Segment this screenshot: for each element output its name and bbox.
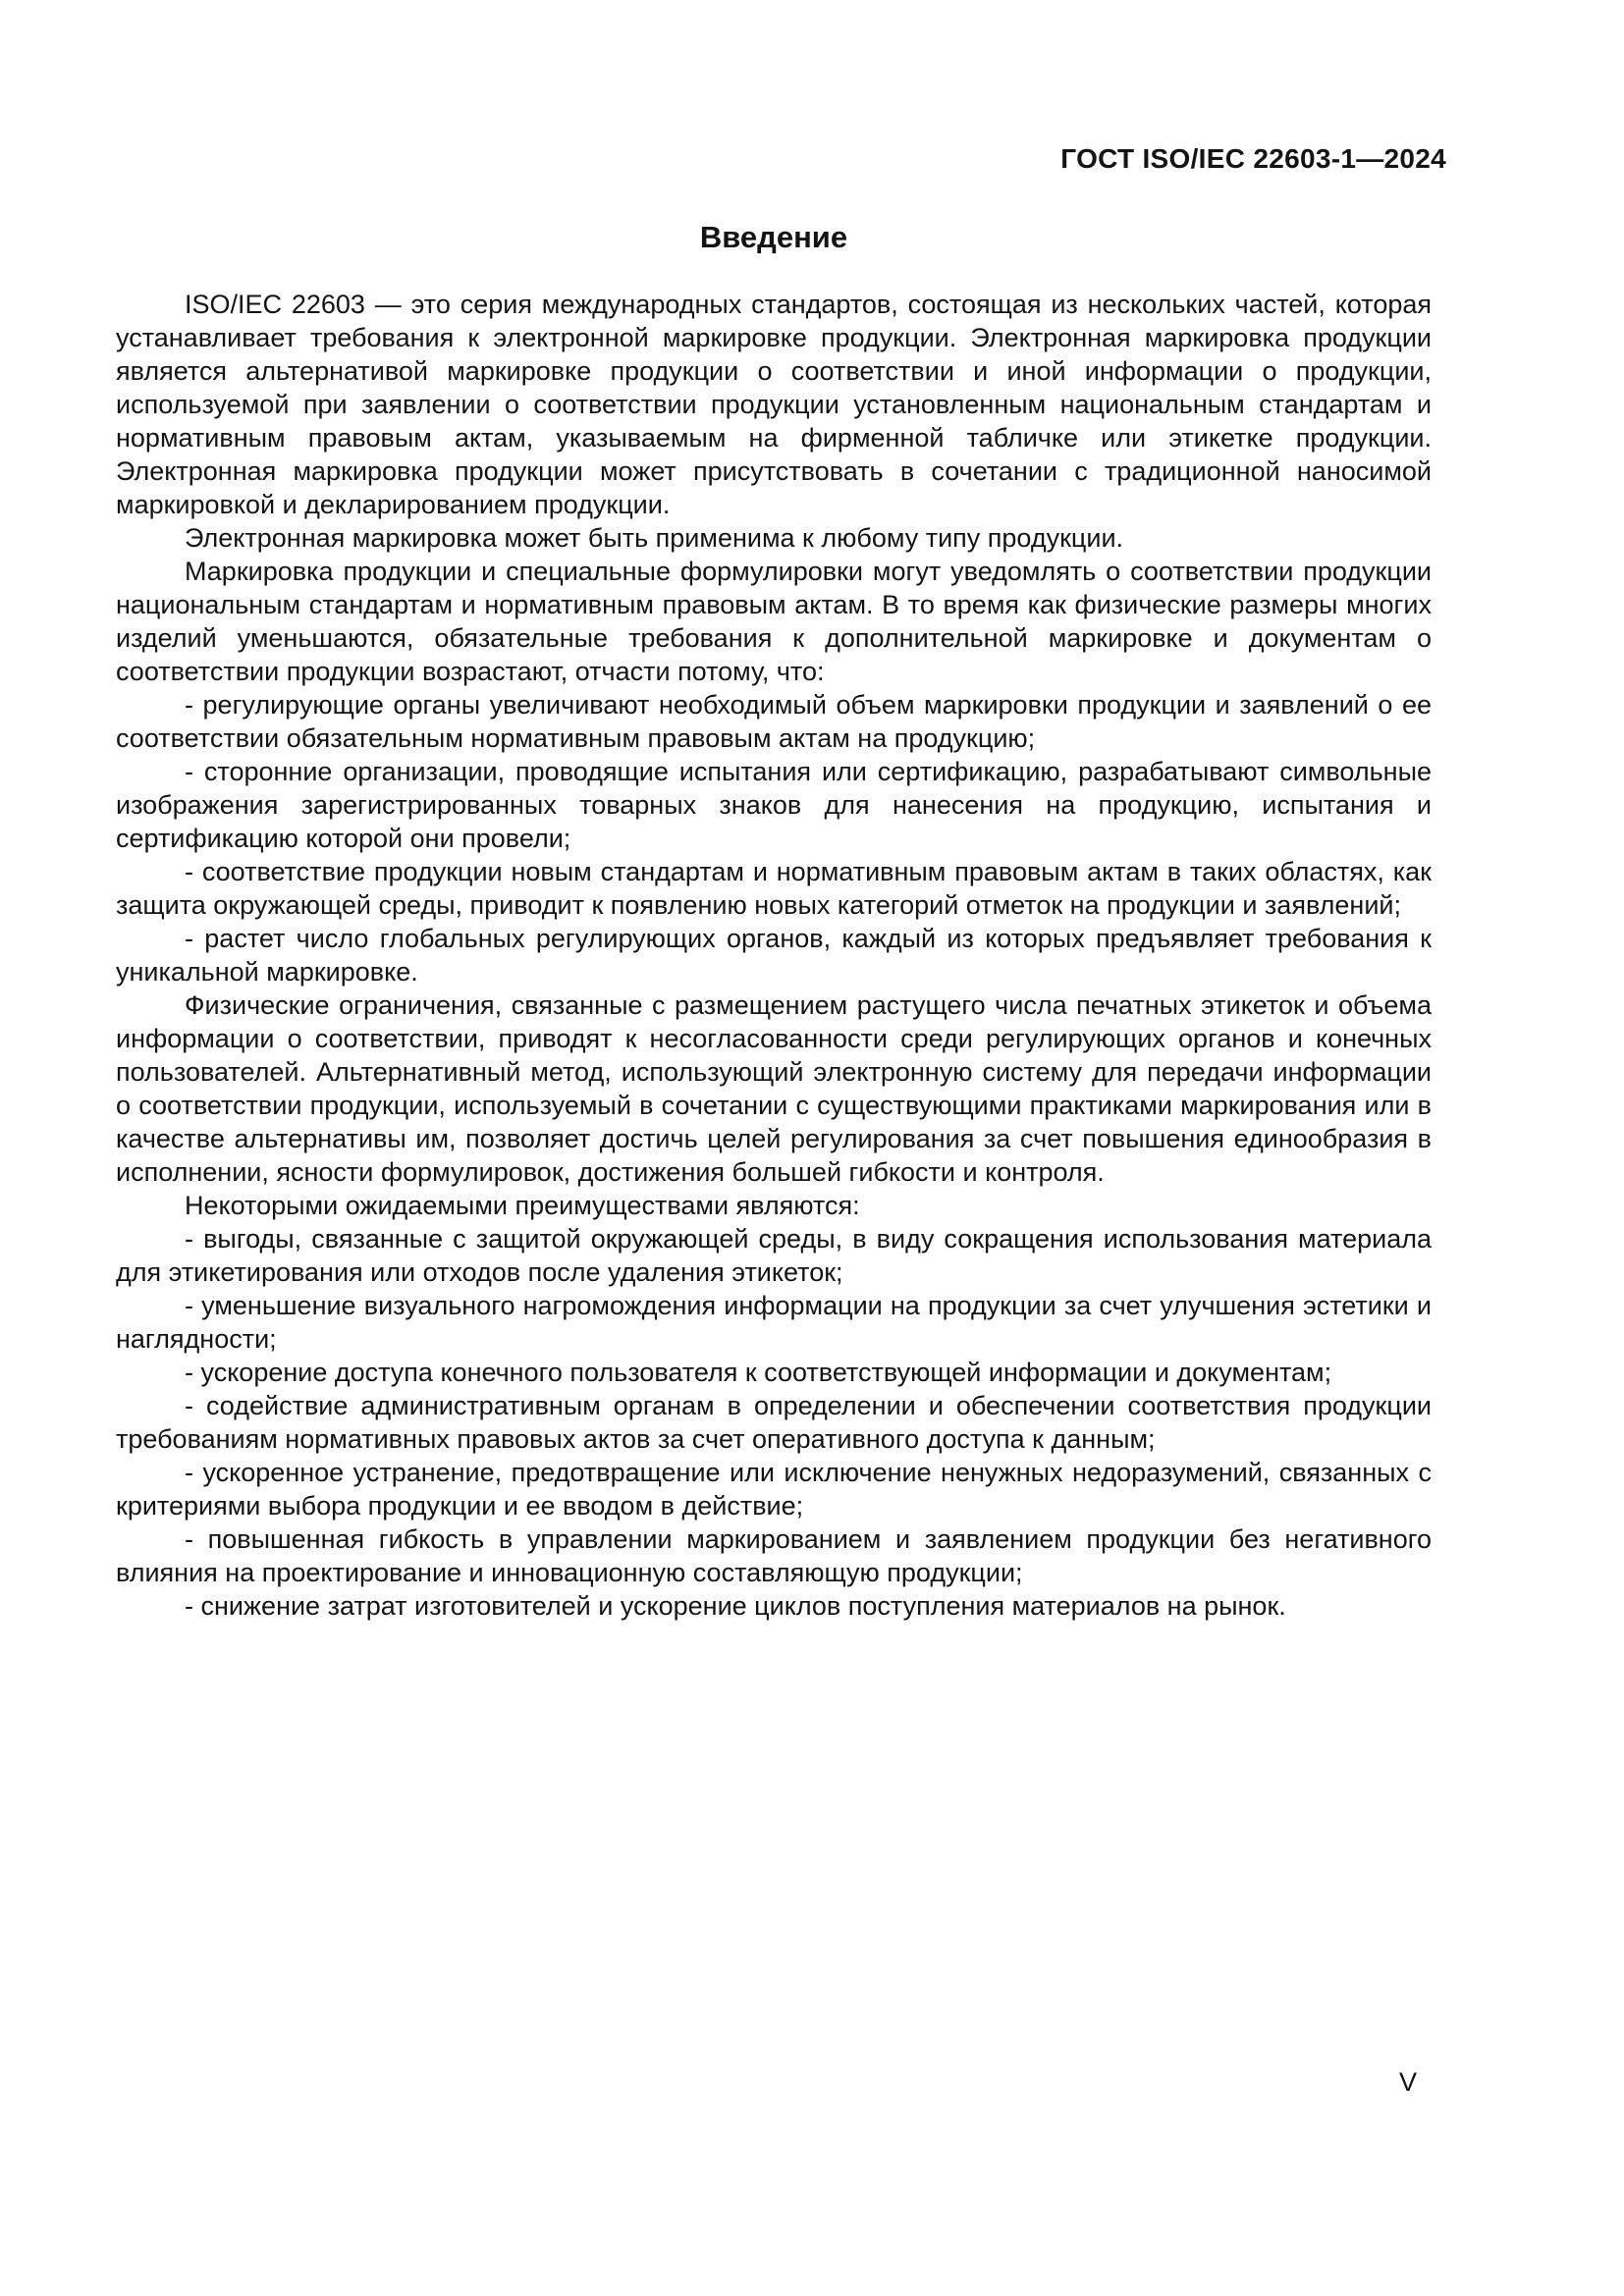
- document-designation: ГОСТ ISO/IEC 22603-1—2024: [1060, 143, 1446, 174]
- introduction-body: [116, 288, 1432, 1623]
- paragraph: ISO/IEC 22603 — это серия международных стандартов, состоящая из нескольких частей, которая устанавливает требования к электронной маркировке продукции. Электронная маркировка продукции является альтернативой маркировке продукции о соответствии и иной информации о продукции, используемой при заявлении о соответствии продукции установленным национальным стандартам и нормативным правовым актам, указываемым на фирменной табличке или этикетке продукции. Электронная маркировка продукции может присутствовать в сочетании с традиционной наносимой маркировкой и декларированием продукции.: [116, 290, 1432, 519]
- list-item: - повышенная гибкость в управлении маркированием и заявлением продукции без негативного влияния на проектирование и инновационную составляющую продукции;: [116, 1524, 1432, 1587]
- list-item: - снижение затрат изготовителей и ускорение циклов поступления материалов на рынок.: [185, 1591, 1286, 1621]
- paragraph: Физические ограничения, связанные с размещением растущего числа печатных этикеток и объема информации о соответствии, приводят к несогласованности среди регулирующих органов и конечных пользователей. Альтернативный метод, использующий электронную систему для передачи информации о соответствии продукции, используемый в сочетании с существующими практиками маркирования или в качестве альтернативы им, позволяет достичь целей регулирования за счет повышения единообразия в исполнении, ясности формулировок, достижения большей гибкости и контроля.: [116, 990, 1432, 1187]
- paragraph: Некоторыми ожидаемыми преимуществами являются:: [185, 1191, 860, 1220]
- page-number: V: [1398, 2067, 1417, 2097]
- list-item: - сторонние организации, проводящие испытания или сертификацию, разрабатывают символьные изображения зарегистрированных товарных знаков для нанесения на продукцию, испытания и сертификацию которой они провели;: [116, 757, 1432, 853]
- list-item: - содействие административным органам в определении и обеспечении соответствия продукции требованиям нормативных правовых актов за счет оперативного доступа к данным;: [116, 1391, 1432, 1454]
- section-title: Введение: [699, 220, 848, 254]
- list-item: - регулирующие органы увеличивают необходимый объем маркировки продукции и заявлений о ее соответствии обязательным нормативным правовым актам на продукцию;: [116, 690, 1432, 753]
- paragraph: Электронная маркировка может быть применима к любому типу продукции.: [185, 523, 1124, 553]
- list-item: - растет число глобальных регулирующих органов, каждый из которых предъявляет требования к уникальной маркировке.: [116, 924, 1432, 987]
- list-item: - ускорение доступа конечного пользователя к соответствующей информации и документам;: [185, 1358, 1332, 1387]
- list-item: - уменьшение визуального нагромождения информации на продукции за счет улучшения эстетики и наглядности;: [116, 1291, 1432, 1354]
- list-item: - соответствие продукции новым стандартам и нормативным правовым актам в таких областях, как защита окружающей среды, приводит к появлению новых категорий отметок на продукции и заявлений;: [116, 857, 1432, 920]
- list-item: - ускоренное устранение, предотвращение или исключение ненужных недоразумений, связанных с критериями выбора продукции и ее вводом в действие;: [116, 1458, 1432, 1521]
- paragraph: Маркировка продукции и специальные формулировки могут уведомлять о соответствии продукции национальным стандартам и нормативным правовым актам. В то время как физические размеры многих изделий уменьшаются, обязательные требования к дополнительной маркировке и документам о соответствии продукции возрастают, отчасти потому, что:: [116, 557, 1432, 686]
- list-item: - выгоды, связанные с защитой окружающей среды, в виду сокращения использования материала для этикетирования или отходов после удаления этикеток;: [116, 1224, 1432, 1287]
